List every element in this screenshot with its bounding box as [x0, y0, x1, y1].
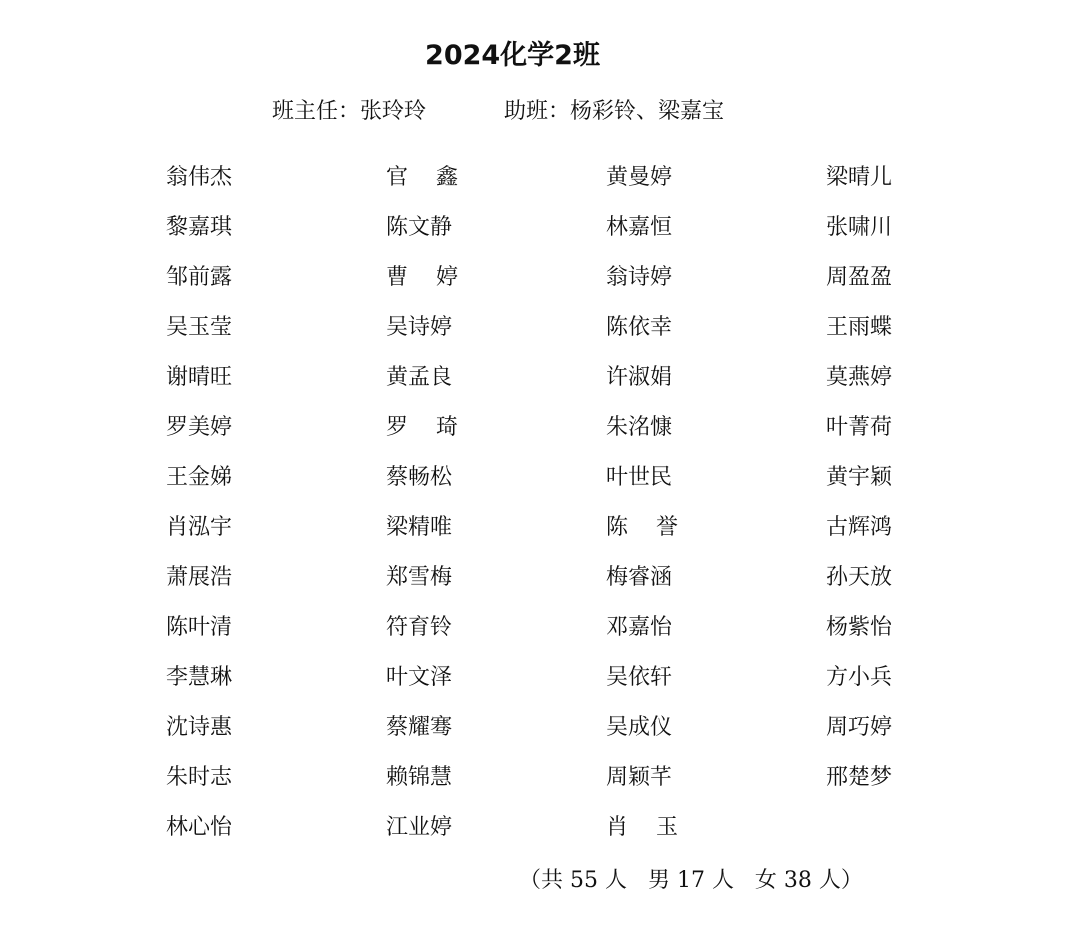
student-name: 周盈盈: [826, 265, 893, 290]
student-name: 梁精唯: [386, 515, 453, 540]
student-name: 官 鑫: [386, 165, 458, 190]
student-name: 翁诗婷: [606, 265, 673, 290]
student-name: 黄孟良: [386, 365, 453, 390]
student-name: 陈叶清: [166, 615, 233, 640]
student-name: 王雨蝶: [826, 315, 893, 340]
student-name: 孙天放: [826, 565, 893, 590]
student-name: 莫燕婷: [826, 365, 893, 390]
student-name: 陈依幸: [606, 315, 673, 340]
student-name: 许淑娟: [606, 365, 673, 390]
student-name: 李慧琳: [166, 665, 233, 690]
student-name: 蔡耀骞: [386, 715, 453, 740]
class-summary: （共 55 人 男 17 人 女 38 人）: [519, 868, 863, 893]
student-name: 邢楚梦: [826, 765, 893, 790]
student-name: 吴诗婷: [386, 315, 453, 340]
student-name: 叶文泽: [386, 665, 453, 690]
student-name: 罗美婷: [166, 415, 233, 440]
student-name: 陈文静: [386, 215, 453, 240]
student-name: 翁伟杰: [166, 165, 233, 190]
student-name: 郑雪梅: [386, 565, 453, 590]
student-name: 邹前露: [166, 265, 233, 290]
student-name: 吴玉莹: [166, 315, 233, 340]
assistant-line: 助班：杨彩铃、梁嘉宝: [504, 99, 725, 124]
student-name: 吴依轩: [606, 665, 673, 690]
student-name: 邓嘉怡: [606, 615, 673, 640]
student-name: 周颖芊: [606, 765, 673, 790]
student-name: 王金娣: [166, 465, 233, 490]
student-name: 肖 玉: [606, 815, 678, 840]
student-name: 曹 婷: [386, 265, 458, 290]
student-name: 肖泓宇: [166, 515, 233, 540]
student-name: 梅睿涵: [606, 565, 673, 590]
student-name: 林心怡: [166, 815, 233, 840]
student-name: 黄宇颖: [826, 465, 893, 490]
student-name: 罗 琦: [386, 415, 458, 440]
student-name: 古辉鸿: [826, 515, 893, 540]
student-name: 叶世民: [606, 465, 673, 490]
student-name: 朱时志: [166, 765, 233, 790]
student-name: 朱洺慷: [606, 415, 673, 440]
student-name: 吴成仪: [606, 715, 673, 740]
student-name: 陈 誉: [606, 515, 678, 540]
student-name: 沈诗惠: [166, 715, 233, 740]
student-name: 蔡畅松: [386, 465, 453, 490]
student-name: 黄曼婷: [606, 165, 673, 190]
student-name: 谢晴旺: [166, 365, 233, 390]
student-name: 叶菁荷: [826, 415, 893, 440]
class-title: 2024化学2班: [425, 40, 600, 71]
student-name: 杨紫怡: [826, 615, 893, 640]
student-name: 林嘉恒: [606, 215, 673, 240]
student-name: 萧展浩: [166, 565, 233, 590]
student-name: 方小兵: [826, 665, 893, 690]
student-name: 张啸川: [826, 215, 893, 240]
student-name: 赖锦慧: [386, 765, 453, 790]
student-name: 周巧婷: [826, 715, 893, 740]
student-name: 符育铃: [386, 615, 453, 640]
student-name: 黎嘉琪: [166, 215, 233, 240]
head-teacher-line: 班主任：张玲玲: [272, 99, 427, 124]
student-name: 梁晴儿: [826, 165, 893, 190]
student-name: 江业婷: [386, 815, 453, 840]
